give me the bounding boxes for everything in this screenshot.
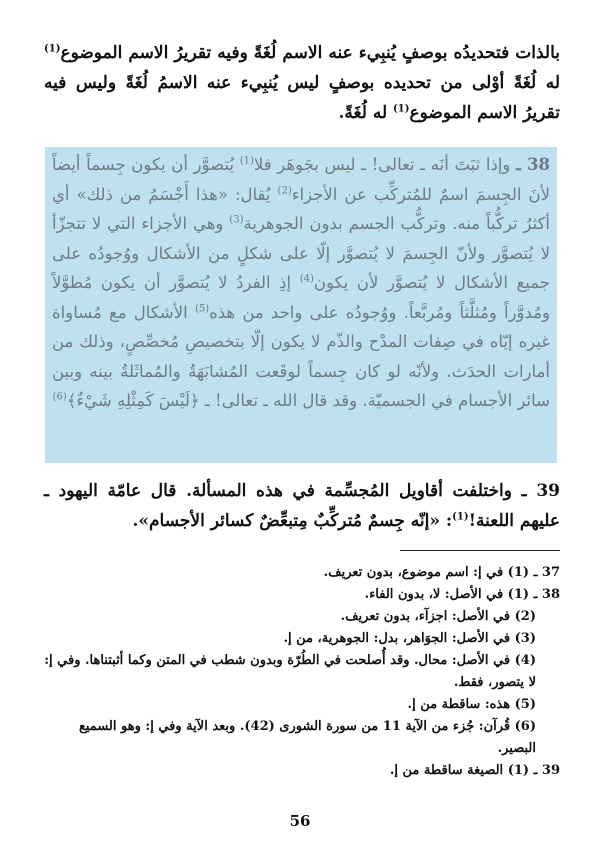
paragraph-number: 38 ـ [516,155,550,174]
paragraph-text: إذِ الفردُ لا يُتصوَّر أن يكون مُطوَّلاً ومُدوَّراً ومُثلَّثاً ومُربَّعاً. ووُجودُه على واحد من هذه [52,273,550,322]
footnote: 37 ـ (1) في إ: اسم موضوع، بدون تعريف. [323,565,560,580]
footnote: (4) في الأصل: محال. وقد أُصلحت في الطُرّة وبدون شطب في المتن وكما أثبتناها. وفي إ: لا يتصور، فقط. [44,653,536,690]
footnote-ref: (1) [239,155,254,167]
quran-quote: ﴿لَيْسَ كَمِثْلِهِ شَيْءٌ﴾ [66,391,200,410]
footnote: (5) هذه: ساقطة من إ. [407,697,536,712]
footnote-divider [400,550,560,551]
footnote: 39 ـ (1) الصيغة ساقطة من إ. [389,763,560,778]
paragraph-text: له لُغَةً أوْلى من تحديده بوصفٍ ليس يُنبِيء عنه الاسمُ لُغَةً وليس فيه تقريرُ الاسم الموضوع [44,73,560,123]
page-number: 56 [289,812,311,830]
footnote: (6) قُرآن: جُزء من الآية 11 من سورة الشورى (42). وبعد الآية وفي إ: وهو السميع البصير. [78,719,536,756]
paragraph-text: بالذات فتحديدُه بوصفٍ يُنبِيء عنه الاسم لُغَةً وفيه تقريرُ الاسم الموضوع [60,43,560,63]
footnote-ref: (3) [229,214,244,226]
paragraph-text: له لُغَةً. [338,103,394,123]
footnotes [44,562,560,782]
footnote-ref: (1) [393,103,410,115]
paragraph-text: وهي الأجزاء التي لا تتجزّأ لا يُتصوَّر ولأنّ الجِسمَ لا يُتصوَّر إلّا على شكلٍ من الأشكال ووُجودُه على جميع الأشكال لا يُتصوَّر لأن يكون [52,214,551,292]
paragraph-text: : «إنّه جِسمٌ مُتركِّبٌ مِتبعِّضٌ كسائر الأجسام». [132,511,453,531]
footnote-ref: (1) [452,511,469,523]
footnote-ref: (1) [44,43,61,55]
paragraph-39 [44,476,560,536]
paragraph-text: وإذا ثبَتَ أنَه ـ تعالى! ـ ليس بجَوهَر فلا [253,155,517,174]
paragraph-38 [52,150,550,416]
paragraph-text: يُقال: «هذا أَجْسَمُ من ذلك» أي أكثرُ تركُّباً منه. وتركُّب الجسم بدون الجوهرية [52,184,551,233]
footnote: 38 ـ (1) في الأصل: لا، بدون الفاء. [364,587,560,602]
footnote: (2) في الأصل: اجزآء، بدون تعريف. [340,609,536,624]
paragraph-text: يُتصوَّر أن يكون جِسماً أيضاً لأنَ الجِسمَ اسمٌ للمُتركِّب عن الأجزاء [52,155,550,204]
paragraph-text: واختلفت أقاويل المُجسِّمة في هذه المسألة. قال عامّة اليهود ـ عليهم اللعنة! [44,481,560,531]
paragraph-text: الأشكال مع مُساواة غيره إيّاه في صِفات المدْح والذّم لا يكون إلّا بتخصيصِ مُخصِّصٍ، وذلك من أمارات الحدَث. ولأنّه لو كان جِسماً لوقَعت المُشابَهَةُ والمُماثَلةُ بينه وبين سائر الأجسام في الجسميّة. وقد قال الله ـ تعالى! ـ [52,302,550,410]
footnote-ref: (5) [194,303,210,314]
footnote-ref: (6) [52,391,67,403]
footnote-ref: (2) [277,185,292,196]
footnote-ref: (4) [299,273,314,285]
paragraph-number: 39 ـ [521,481,560,501]
footnote: (3) في الأصل: الجوَاهر، بدل: الجوهرية، من إ. [283,631,536,646]
paragraph-continuation [44,38,560,128]
